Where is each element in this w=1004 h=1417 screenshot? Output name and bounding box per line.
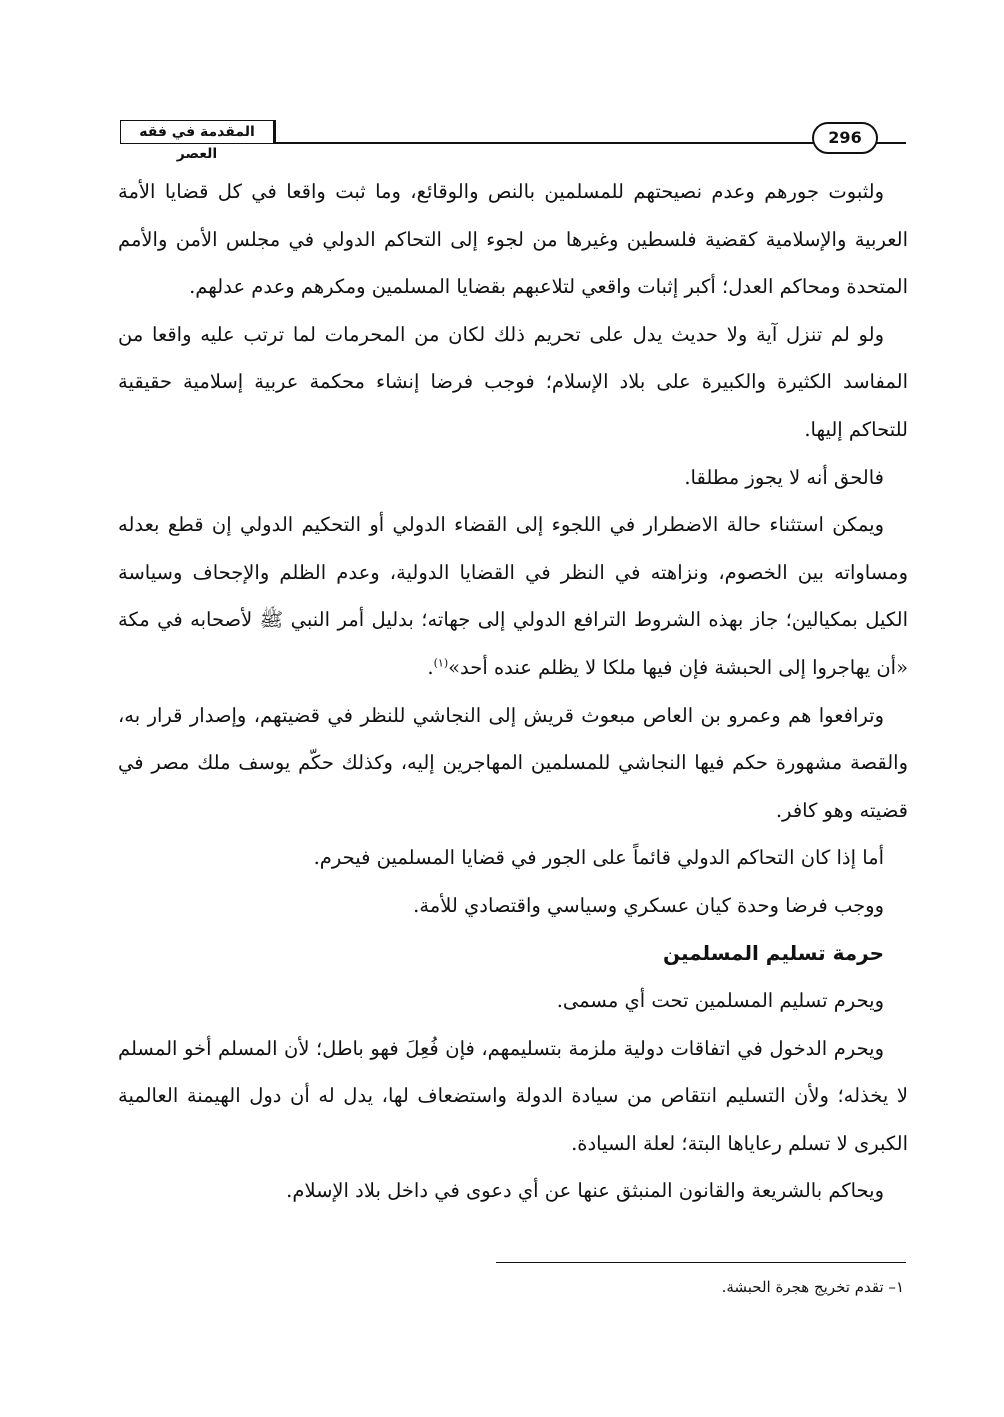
paragraph-end: . <box>427 655 434 679</box>
main-text <box>118 168 908 1215</box>
paragraph: ويحرم الدخول في اتفاقات دولية ملزمة بتسليمهم، فإن فُعِلَ فهو باطل؛ لأن المسلم أخو المسلم لا يخذله؛ ولأن التسليم انتقاص من سيادة الدولة واستضعاف لها، يدل له أن دول الهيمنة العالمية الكبرى لا تسلم رعاياها البتة؛ لعلة السيادة. <box>118 1036 908 1155</box>
paragraph-with-footnote <box>118 501 908 691</box>
paragraph: فالحق أنه لا يجوز مطلقا. <box>684 465 884 489</box>
page-header <box>120 112 906 162</box>
running-title: المقدمة في فقه العصر <box>120 120 276 143</box>
section-heading: حرمة تسليم المسلمين <box>662 940 884 965</box>
paragraph: ولثبوت جورهم وعدم نصيحتهم للمسلمين بالنص والوقائع، وما ثبت واقعا في كل قضايا الأمة العربية والإسلامية كقضية فلسطين وغيرها من لجوء إلى التحاكم الدولي في مجلس الأمن والأمم المتحدة ومحاكم العدل؛ أكبر إثبات واقعي لتلاعبهم بقضايا المسلمين ومكرهم وعدم عدلهم. <box>118 180 908 299</box>
footnote-separator <box>496 1262 906 1263</box>
paragraph: ويحاكم بالشريعة والقانون المنبثق عنها عن أي دعوى في داخل بلاد الإسلام. <box>286 1179 884 1203</box>
paragraph: ووجب فرضا وحدة كيان عسكري وسياسي واقتصادي للأمة. <box>413 893 884 917</box>
paragraph: أما إذا كان التحاكم الدولي قائماً على الجور في قضايا المسلمين فيحرم. <box>313 846 884 870</box>
paragraph-text: ويمكن استثناء حالة الاضطرار في اللجوء إلى القضاء الدولي أو التحكيم الدولي إن قطع بعدله ومساواته بين الخصوم، ونزاهته في النظر في القضايا الدولية، وعدم الظلم والإجحاف وسياسة الكيل بمكيالين؛ جاز بهذه الشروط الترافع الدولي إلى جهاته؛ بدليل أمر النبي ﷺ لأصحابه في مكة «أن يهاجروا إلى الحبشة فإن فيها ملكا لا يظلم عنده أحد» <box>118 513 908 679</box>
footnote-reference[interactable]: (١) <box>433 656 449 670</box>
paragraph: وترافعوا هم وعمرو بن العاص مبعوث قريش إلى النجاشي للنظر في قضيتهم، وإصدار قرار به، والقصة مشهورة حكم فيها النجاشي للمسلمين المهاجرين إليه، وكذلك حكّم يوسف ملك مصر في قضيته وهو كافر. <box>118 703 908 822</box>
paragraph: ولو لم تنزل آية ولا حديث يدل على تحريم ذلك لكان من المحرمات لما ترتب عليه واقعا من المفاسد الكثيرة والكبيرة على بلاد الإسلام؛ فوجب فرضا إنشاء محكمة عربية إسلامية حقيقية للتحاكم إليها. <box>118 322 908 441</box>
footnote: ١– تقدم تخريج هجرة الحبشة. <box>721 1278 904 1296</box>
page-number: 296 <box>812 122 878 154</box>
paragraph: ويحرم تسليم المسلمين تحت أي مسمى. <box>556 989 884 1013</box>
